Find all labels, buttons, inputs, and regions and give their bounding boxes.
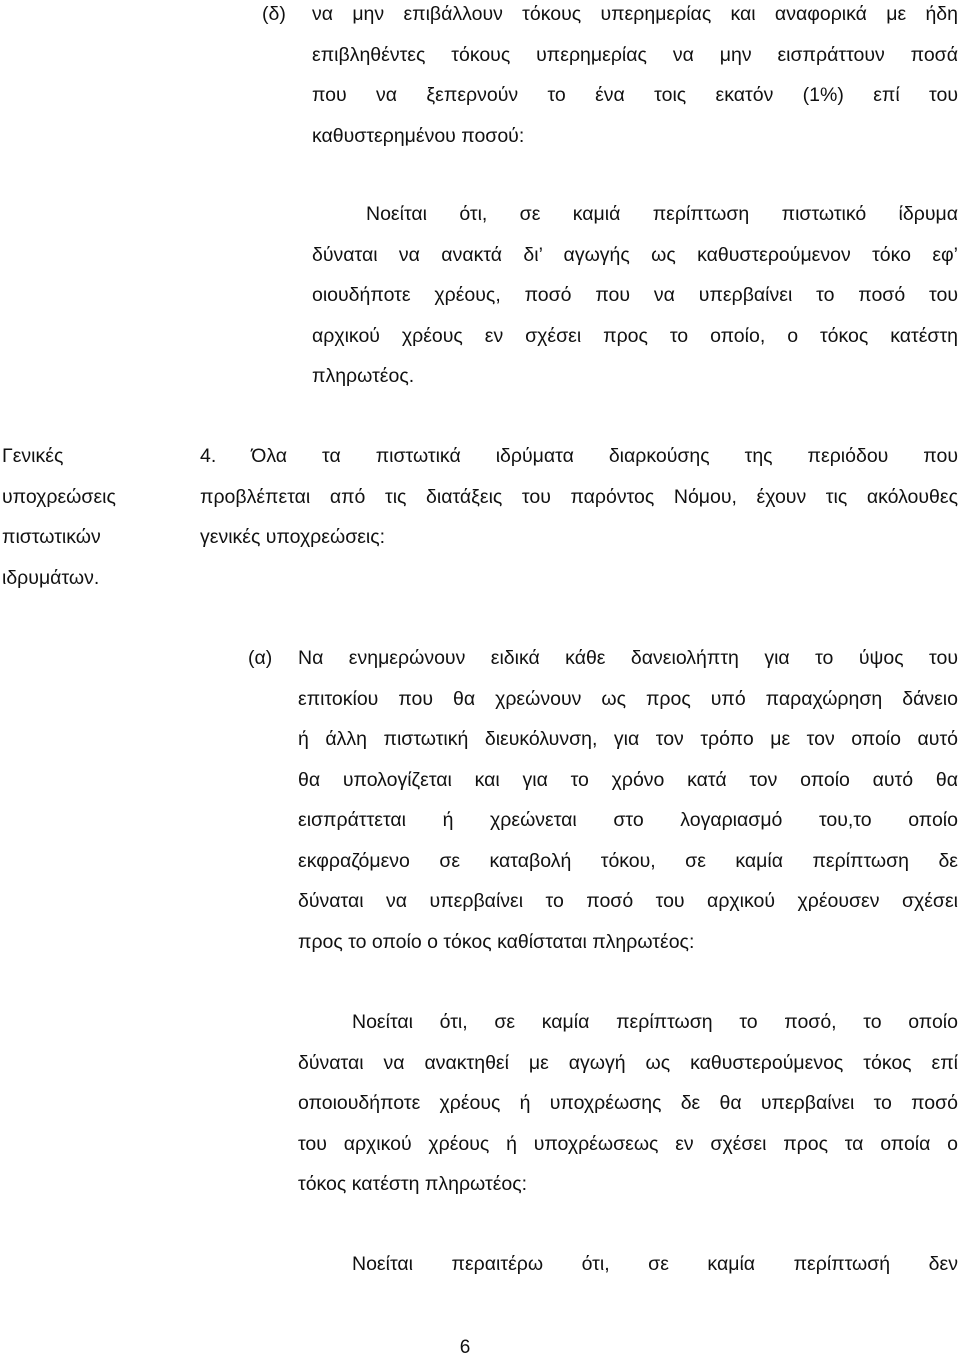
text-line: εισπράττεται ή χρεώνεται στο λογαριασμό του,το οποίο	[298, 809, 958, 831]
text-line: να μην επιβάλλουν τόκους υπερημερίας και αναφορικά με ήδη	[312, 3, 958, 25]
text-line: του αρχικού χρέους ή υποχρέωσεως εν σχέσει προς τα οποία ο	[298, 1132, 958, 1155]
text-line: τόκος κατέστη πληρωτέος:	[298, 1173, 528, 1195]
text-line: οποιουδήποτε χρέους ή υποχρέωσης δε θα υπερβαίνει το ποσό	[298, 1092, 958, 1114]
text-line: Νοείται ότι, σε καμία περίπτωση το ποσό, το οποίο	[352, 1011, 958, 1033]
text-line: προβλέπεται από τις διατάξεις του παρόντος Νόμου, έχουν τις ακόλουθες	[200, 485, 958, 508]
text-line: Να ενημερώνουν ειδικά κάθε δανειολήπτη για το ύψος του	[298, 647, 958, 669]
text-line: προς το οποίο ο τόκος καθίσταται πληρωτέος:	[298, 930, 695, 953]
text-line: οιουδήποτε χρέους, ποσό που να υπερβαίνει το ποσό του	[312, 284, 958, 306]
proviso-3	[352, 1244, 958, 1285]
text-line: επιτοκίου που θα χρεώνουν ως προς υπό παραχώρηση δάνειο	[298, 687, 958, 710]
margin-heading-line: πιστωτικών	[2, 526, 101, 548]
text-line: αρχικού χρέους εν σχέσει προς το οποίο, ο τόκος κατέστη	[312, 324, 958, 347]
text-line: δύναται να ανακτηθεί με αγωγή ως καθυστερούμενος τόκος επί	[298, 1051, 958, 1074]
margin-heading	[2, 436, 182, 598]
margin-heading-line: υποχρεώσεις	[2, 485, 116, 508]
text-line: πληρωτέος.	[312, 365, 415, 387]
item-d-text	[312, 0, 958, 156]
proviso-1	[312, 194, 958, 397]
text-line: γενικές υποχρεώσεις:	[200, 526, 386, 548]
margin-heading-line: ιδρυμάτων.	[2, 566, 100, 589]
margin-heading-line: Γενικές	[2, 445, 64, 467]
text-line: δύναται να ανακτά δι’ αγωγής ως καθυστερούμενον τόκο εφ’	[312, 243, 958, 266]
text-line: επιβληθέντες τόκους υπερημερίας να μην εισπράττουν ποσά	[312, 43, 958, 66]
text-line: καθυστερημένου ποσού:	[312, 124, 525, 147]
item-a-text	[298, 638, 958, 962]
text-line: 4. Όλα τα πιστωτικά ιδρύματα διαρκούσης της περιόδου που	[200, 445, 958, 467]
proviso-2	[298, 1002, 958, 1205]
text-line: Νοείται περαιτέρω ότι, σε καμία περίπτωσή δεν	[352, 1253, 958, 1275]
page-number: 6	[459, 1337, 471, 1358]
item-d-marker: (δ)	[262, 3, 286, 25]
text-line: εκφραζόμενο σε καταβολή τόκου, σε καμία περίπτωση δε	[298, 849, 958, 872]
text-line: ή άλλη πιστωτική διευκόλυνση, για τον τρόπο με τον οποίο αυτό	[298, 728, 958, 750]
text-line: δύναται να υπερβαίνει το ποσό του αρχικού χρέουσεν σχέσει	[298, 890, 958, 912]
item-a-marker: (α)	[248, 647, 273, 669]
section-4	[200, 436, 958, 558]
text-line: που να ξεπερνούν το ένα τοις εκατόν (1%) επί του	[312, 84, 958, 106]
text-line: θα υπολογίζεται και για το χρόνο κατά τον οποίο αυτό θα	[298, 768, 958, 791]
text-line: Νοείται ότι, σε καμιά περίπτωση πιστωτικό ίδρυμα	[366, 203, 958, 225]
